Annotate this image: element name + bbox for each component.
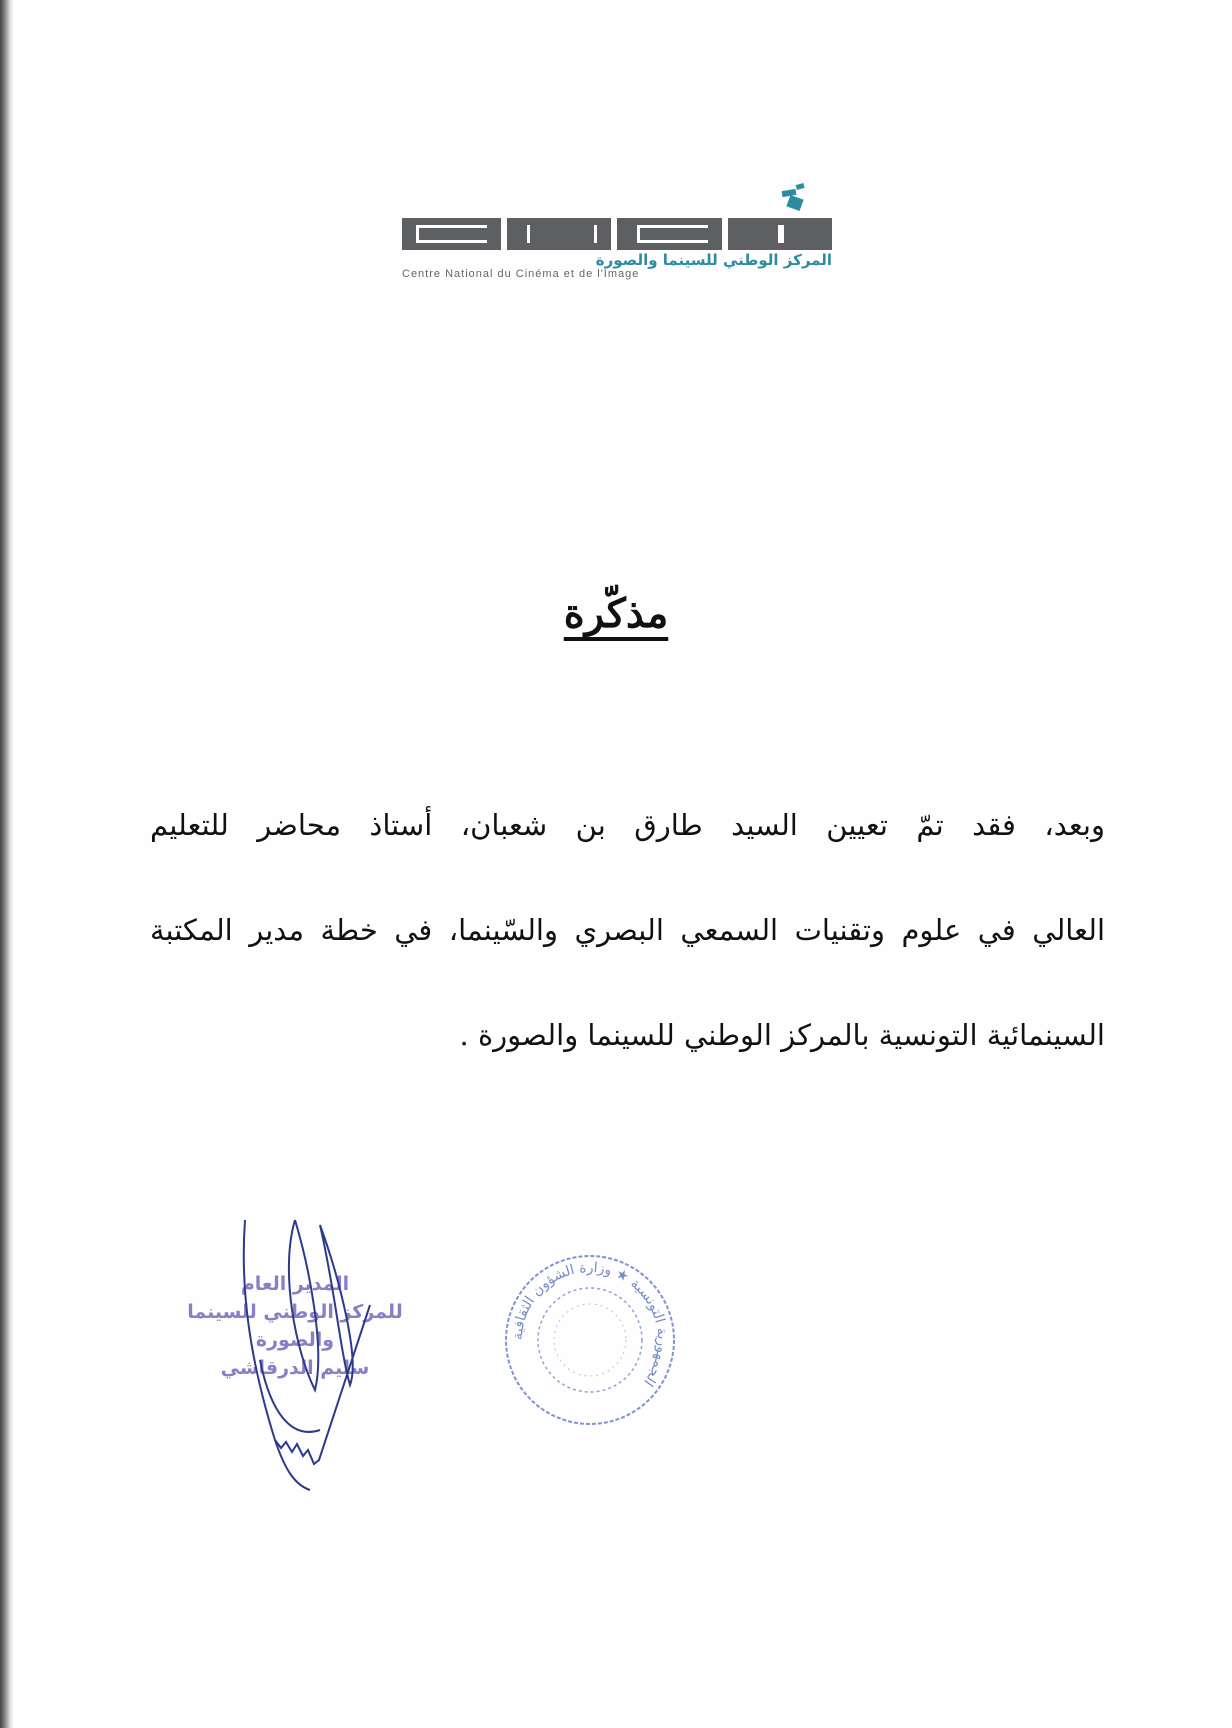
body-line: العالي في علوم وتقنيات السمعي البصري والسّينما، في خطة مدير المكتبة (150, 913, 1105, 947)
body-line: السينمائية التونسية بالمركز الوطني للسينما والصورة . (459, 1018, 1105, 1052)
stamp-text: الجمهورية التونسية ★ وزارة الشؤون الثقافية (509, 1259, 671, 1390)
logo-french-name: Centre National du Cinéma et de l'Image (402, 268, 640, 280)
body-line: وبعد، فقد تمّ تعيين السيد طارق بن شعبان، أستاذ محاضر للتعليم (150, 808, 1105, 842)
logo-bar (402, 218, 832, 250)
scan-edge (0, 0, 14, 1728)
document-body (150, 795, 1105, 1110)
signatory-organization: للمركز الوطني للسينما والصورة (187, 1301, 403, 1351)
svg-text:الجمهورية التونسية ★ وزارة الش (510, 1260, 670, 1389)
handwritten-signature (200, 1210, 420, 1510)
cnci-logo (402, 188, 832, 278)
official-stamp (500, 1250, 680, 1430)
document-title: مذكّرة (563, 590, 669, 637)
logo-arabic-name: المركز الوطني للسينما والصورة (595, 251, 832, 269)
logo-squares-icon (774, 182, 814, 212)
signatory-title: المدير العام (240, 1273, 350, 1295)
signatory-name: سليم الدرقاشي (220, 1357, 370, 1379)
